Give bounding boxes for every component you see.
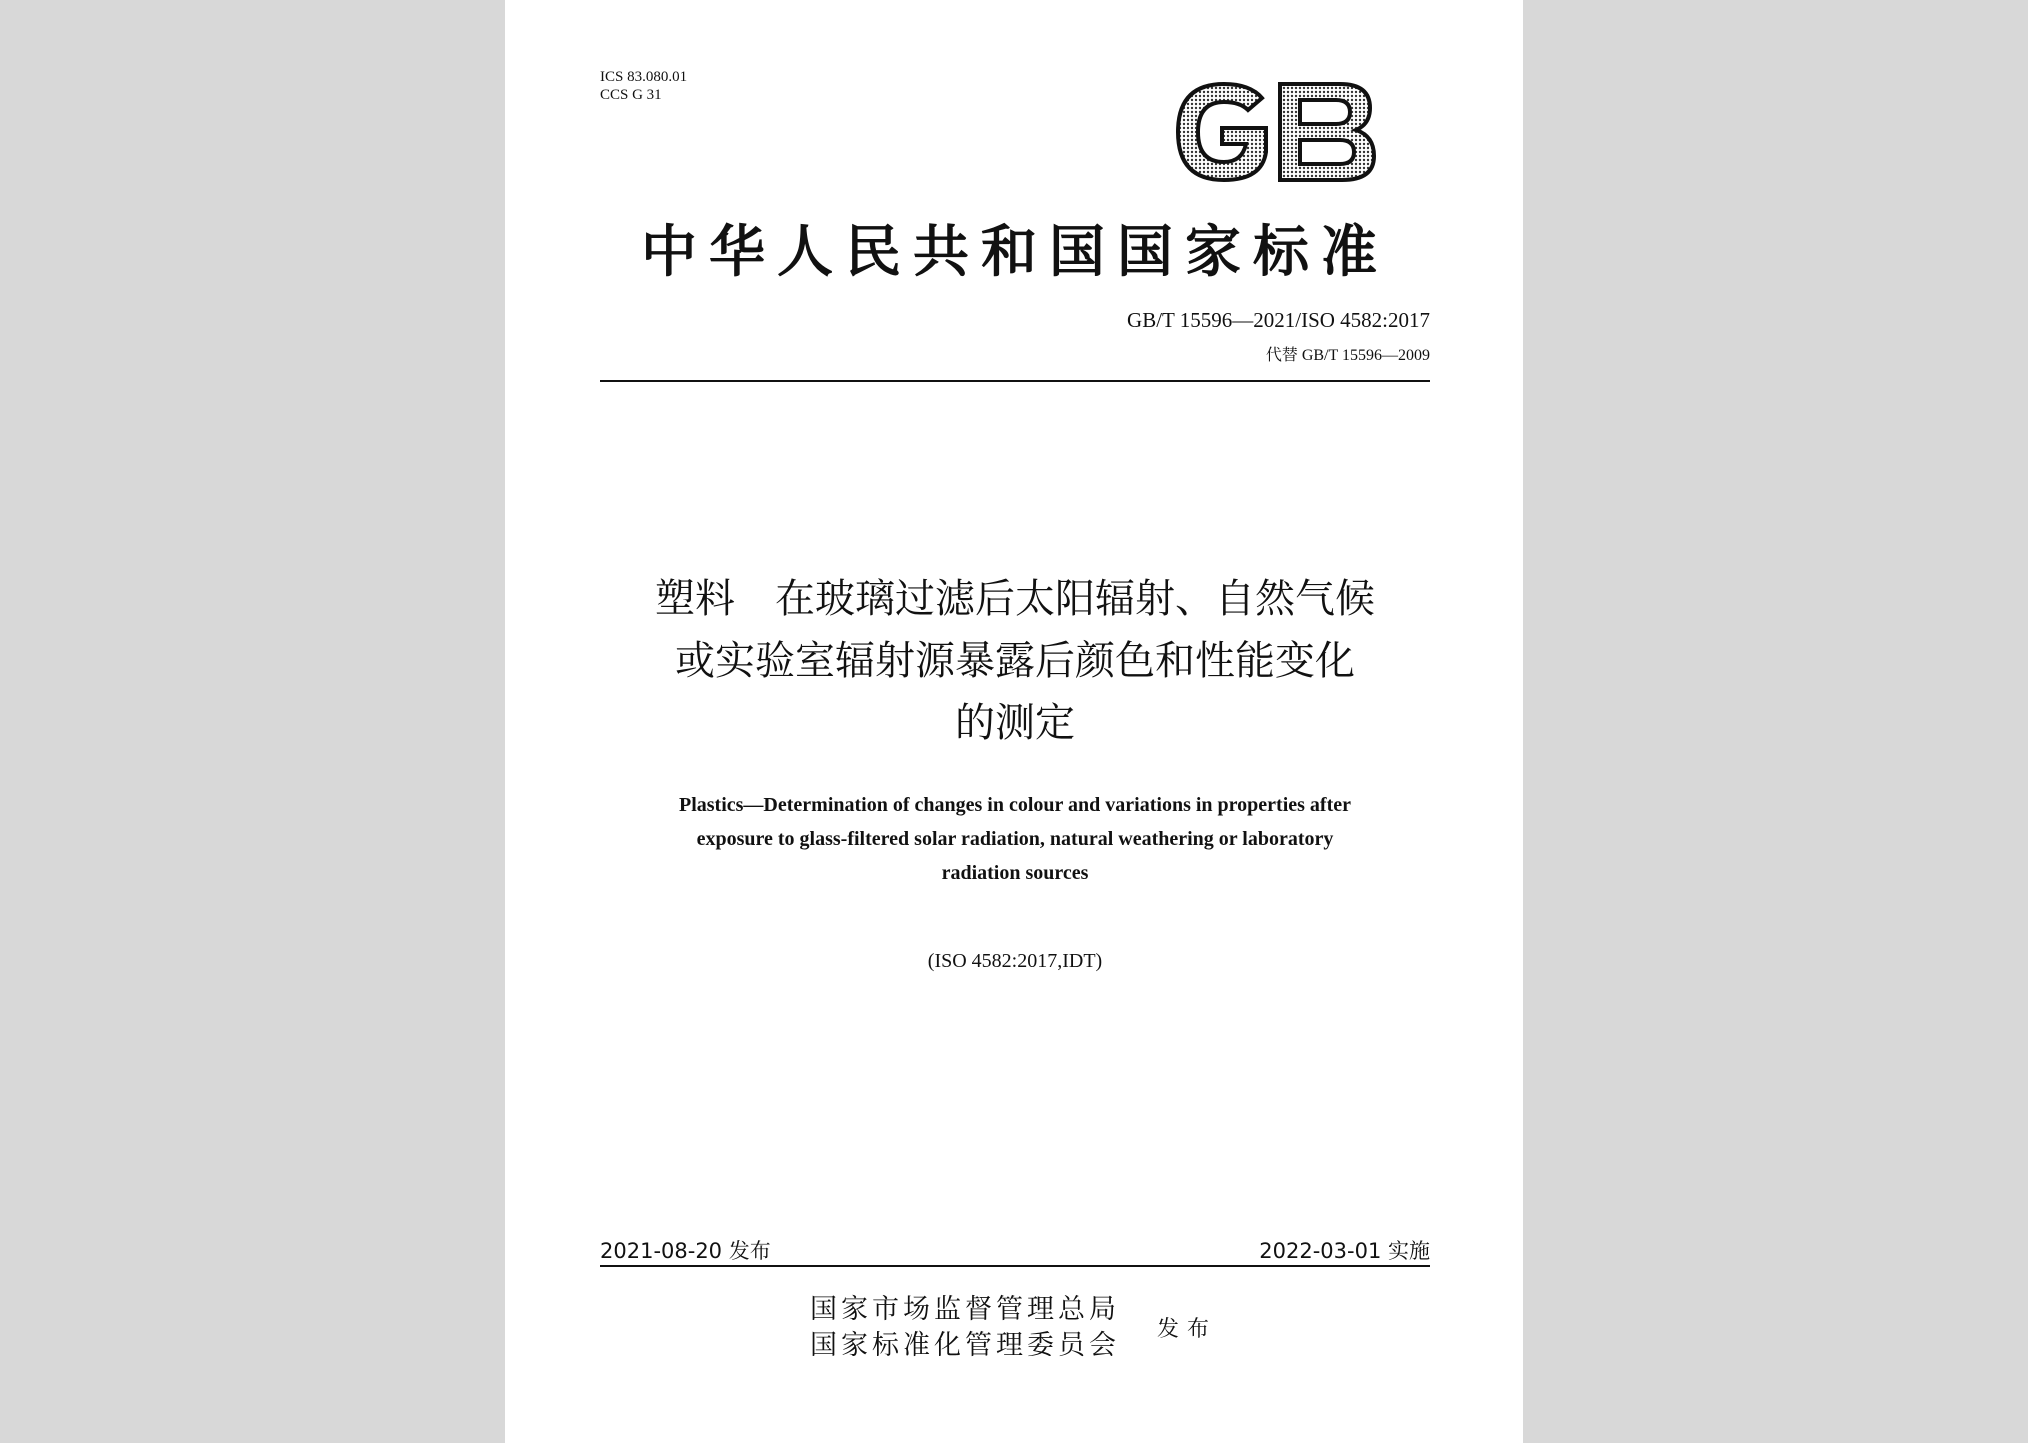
chinese-title: [600, 568, 1430, 754]
iso-equivalence-note: (ISO 4582:2017,IDT): [927, 950, 1103, 972]
chinese-title-line: 塑料 在玻璃过滤后太阳辐射、自然气候: [655, 576, 1375, 622]
standard-country-title: 中华人民共和国国家标准: [641, 219, 1389, 285]
standard-code: GB/T 15596—2021/ISO 4582:2017: [1127, 308, 1430, 332]
implementation-date: 2022-03-01 实施: [1259, 1239, 1430, 1263]
chinese-title-line: 的测定: [955, 700, 1075, 746]
english-title-line: radiation sources: [941, 862, 1089, 884]
bottom-divider: [600, 1265, 1430, 1267]
chinese-title-line: 或实验室辐射源暴露后颜色和性能变化: [675, 638, 1355, 684]
ccs-code: CCS G 31: [600, 87, 662, 103]
issuing-authorities: [810, 1292, 1120, 1364]
document-page: [505, 0, 1523, 1443]
issue-date: 2021-08-20 发布: [600, 1239, 771, 1263]
english-title: [600, 788, 1430, 890]
top-divider: [600, 380, 1430, 382]
publish-label: 发布: [1157, 1317, 1218, 1342]
replaces-standard: 代替 GB/T 15596—2009: [1265, 347, 1430, 364]
ics-code: ICS 83.080.01: [600, 69, 688, 85]
issuer-name: 国家市场监督管理总局: [810, 1294, 1120, 1325]
classification-codes: [600, 68, 687, 104]
issuer-name: 国家标准化管理委员会: [810, 1330, 1120, 1361]
english-title-line: Plastics—Determination of changes in colour and variations in properties after: [679, 794, 1351, 816]
english-title-line: exposure to glass-filtered solar radiation, natural weathering or laboratory: [696, 828, 1334, 850]
gb-logo-icon: [1170, 78, 1380, 186]
